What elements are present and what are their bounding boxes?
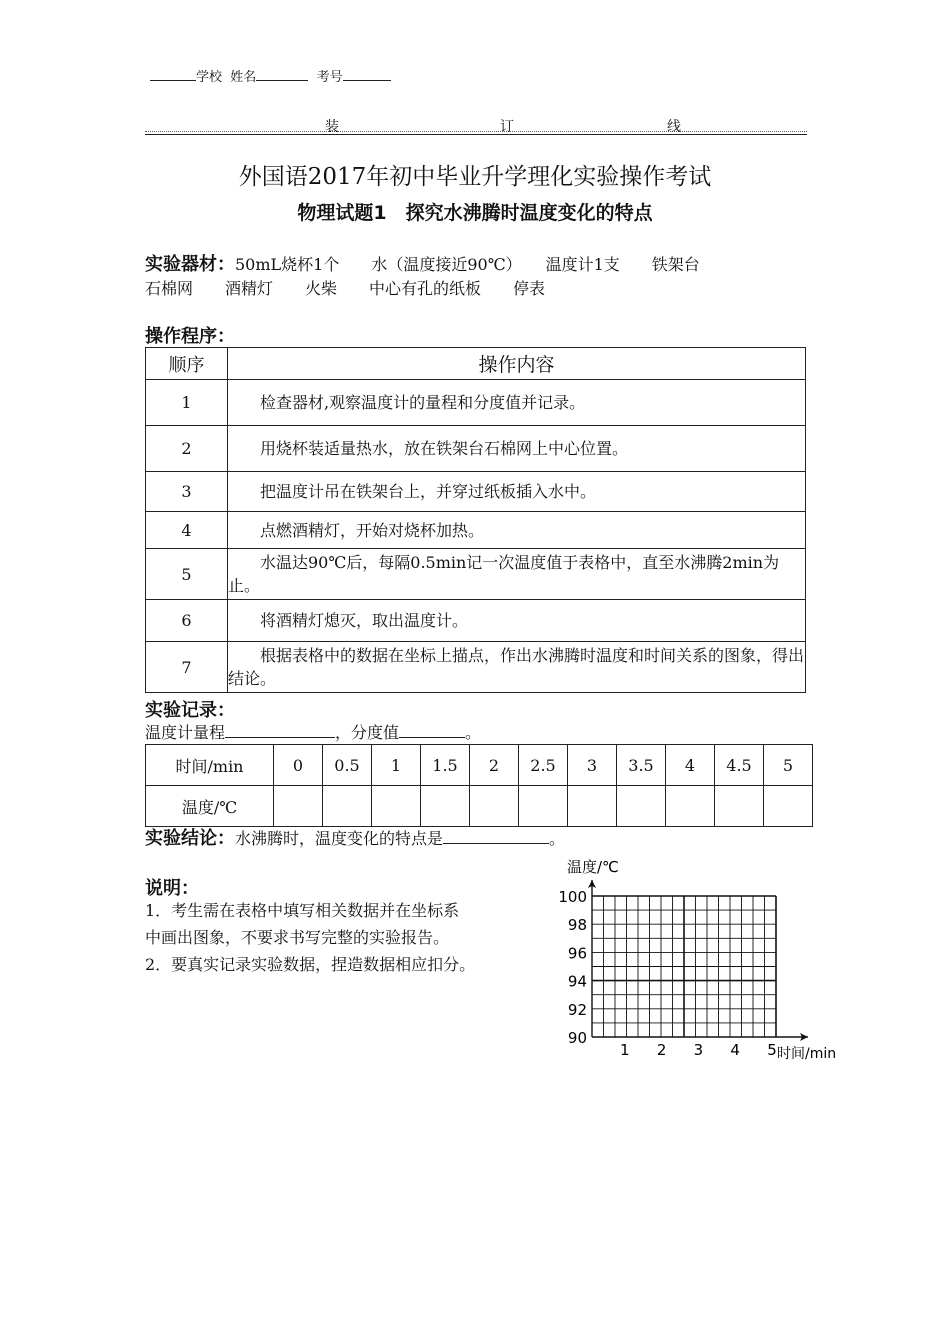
temp-row	[146, 786, 813, 827]
time-cell: 3	[568, 745, 617, 786]
step-number: 5	[146, 549, 228, 600]
step-text: 把温度计吊在铁架台上，并穿过纸板插入水中。	[228, 472, 806, 512]
chart-x-ticks	[620, 1041, 777, 1059]
temp-input-cell[interactable]	[617, 786, 666, 827]
y-tick-label: 100	[558, 888, 587, 906]
equipment-text-1: 50mL烧杯1个 水（温度接近90℃） 温度计1支 铁架台	[235, 255, 700, 274]
time-cell: 5	[764, 745, 813, 786]
conclusion-end: 。	[549, 829, 566, 848]
table-row	[146, 600, 806, 642]
temp-input-cell[interactable]	[323, 786, 372, 827]
name-blank	[256, 68, 308, 81]
y-tick-label: 96	[567, 944, 587, 963]
time-cell: 2	[470, 745, 519, 786]
time-cell: 0	[274, 745, 323, 786]
procedure-header-content: 操作内容	[228, 348, 806, 380]
time-cell: 4	[666, 745, 715, 786]
binding-word-2: 订	[500, 119, 514, 135]
table-row	[146, 642, 806, 693]
table-row	[146, 472, 806, 512]
page-subtitle: 物理试题1 探究水沸腾时温度变化的特点	[297, 202, 653, 224]
time-header: 时间/min	[146, 745, 274, 786]
binding-line	[145, 116, 807, 135]
range-blank[interactable]	[225, 723, 335, 738]
step-number: 6	[146, 600, 228, 642]
x-tick-label: 1	[620, 1041, 630, 1059]
note-line: 1．考生需在表格中填写相关数据并在坐标系	[145, 901, 460, 920]
binding-word-1: 装	[325, 119, 339, 135]
note-line: 2．要真实记录实验数据，捏造数据相应扣分。	[145, 955, 476, 974]
table-row	[146, 549, 806, 600]
step-text: 用烧杯装适量热水，放在铁架台石棉网上中心位置。	[228, 426, 806, 472]
time-cell: 3.5	[617, 745, 666, 786]
exam-no-label: 考号	[316, 70, 343, 85]
conclusion-blank[interactable]	[443, 829, 549, 844]
table-row	[146, 426, 806, 472]
temperature-time-chart	[555, 850, 850, 1065]
x-tick-label: 5	[767, 1041, 777, 1059]
time-cell: 0.5	[323, 745, 372, 786]
exam-header	[150, 66, 391, 85]
temp-input-cell[interactable]	[274, 786, 323, 827]
step-text: 根据表格中的数据在坐标上描点，作出水沸腾时温度和时间关系的图象，得出结论。	[228, 642, 806, 693]
record-label: 实验记录：	[145, 700, 235, 721]
temp-input-cell[interactable]	[470, 786, 519, 827]
chart-axes	[588, 880, 808, 1041]
step-number: 1	[146, 380, 228, 426]
school-blank	[150, 68, 196, 81]
procedure-header-order: 顺序	[146, 348, 228, 380]
temp-input-cell[interactable]	[421, 786, 470, 827]
page-title: 外国语2017年初中毕业升学理化实验操作考试	[238, 164, 712, 190]
notes-body	[145, 897, 475, 978]
temp-input-cell[interactable]	[666, 786, 715, 827]
y-tick-label: 94	[567, 972, 587, 991]
time-row	[146, 745, 813, 786]
range-label: 温度计量程	[145, 723, 226, 742]
time-cell: 4.5	[715, 745, 764, 786]
step-number: 2	[146, 426, 228, 472]
notes-label: 说明：	[145, 878, 199, 899]
note-line: 中画出图象，不要求书写完整的实验报告。	[145, 928, 450, 947]
time-cell: 1	[372, 745, 421, 786]
equipment-label: 实验器材：	[145, 254, 235, 275]
temp-input-cell[interactable]	[519, 786, 568, 827]
procedure-header-row	[146, 348, 806, 380]
temp-header: 温度/℃	[146, 786, 274, 827]
temp-input-cell[interactable]	[715, 786, 764, 827]
chart-grid	[592, 896, 776, 1037]
y-tick-label: 98	[567, 916, 587, 935]
time-cell: 1.5	[421, 745, 470, 786]
temp-input-cell[interactable]	[764, 786, 813, 827]
conclusion-text: 水沸腾时，温度变化的特点是	[235, 829, 444, 848]
step-text: 将酒精灯熄灭，取出温度计。	[228, 600, 806, 642]
name-label: 姓名	[230, 70, 257, 85]
procedure-table	[145, 347, 806, 693]
step-text: 检查器材,观察温度计的量程和分度值并记录。	[228, 380, 806, 426]
y-tick-label: 90	[567, 1029, 587, 1047]
exam-no-blank	[343, 68, 391, 81]
range-line	[145, 720, 481, 743]
range-end: 。	[465, 723, 482, 742]
division-blank[interactable]	[399, 723, 465, 738]
table-row	[146, 380, 806, 426]
step-text: 点燃酒精灯，开始对烧杯加热。	[228, 512, 806, 549]
step-number: 7	[146, 642, 228, 693]
equipment-line-1	[145, 250, 700, 276]
record-table	[145, 744, 813, 827]
step-text: 水温达90℃后，每隔0.5min记一次温度值于表格中，直至水沸腾2min为止。	[228, 549, 806, 600]
temp-input-cell[interactable]	[568, 786, 617, 827]
y-tick-label: 92	[567, 1000, 587, 1019]
x-tick-label: 2	[656, 1041, 667, 1059]
temp-input-cell[interactable]	[372, 786, 421, 827]
conclusion-line	[145, 824, 565, 850]
conclusion-label: 实验结论：	[145, 828, 235, 849]
equipment-text-2: 石棉网 酒精灯 火柴 中心有孔的纸板 停表	[145, 279, 546, 298]
table-row	[146, 512, 806, 549]
chart-xlabel: 时间/min	[777, 1046, 837, 1062]
chart-ylabel: 温度/℃	[567, 858, 619, 876]
x-tick-label: 3	[693, 1041, 704, 1059]
division-label: ，分度值	[335, 723, 400, 742]
time-cell: 2.5	[519, 745, 568, 786]
procedure-label: 操作程序：	[145, 326, 235, 347]
step-number: 3	[146, 472, 228, 512]
step-number: 4	[146, 512, 228, 549]
x-tick-label: 4	[730, 1041, 740, 1059]
school-label: 学校	[196, 70, 223, 85]
binding-word-3: 线	[667, 119, 681, 135]
chart-y-ticks	[558, 888, 587, 1047]
